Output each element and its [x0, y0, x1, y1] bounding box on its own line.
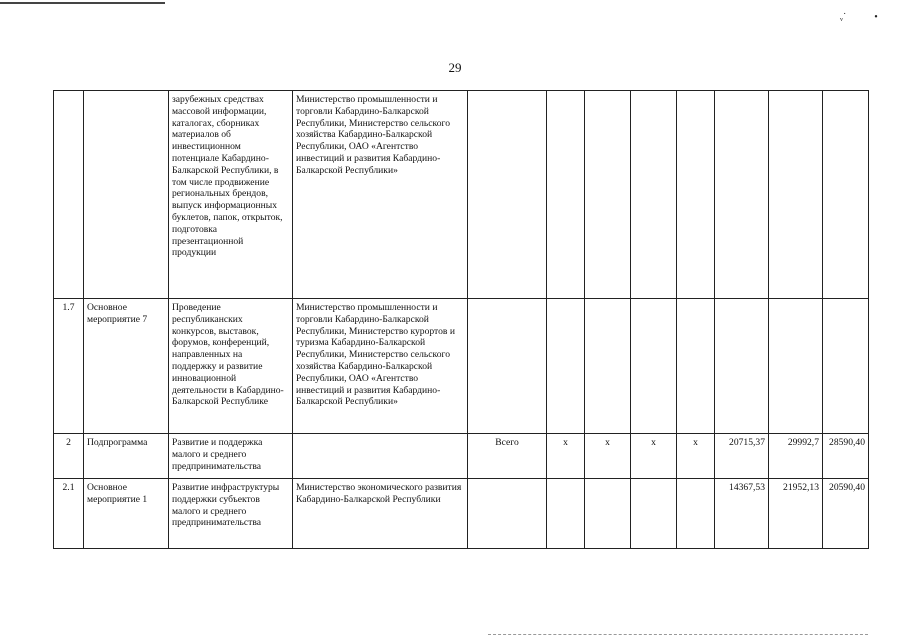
row-value-2: 29992,7	[769, 434, 823, 479]
row-description: зарубежных средствах массовой информации, каталогах, сборниках материалов об инвестиционном потенциале Кабардино-Балкарской Республики, в том числе продвижение региональных брендов, выпуск информационных буклетов, папок, открыток, подготовка презентационной продукции	[169, 91, 293, 299]
row-code-2	[585, 91, 631, 299]
row-value-1	[715, 299, 769, 434]
row-title: Подпрограмма	[84, 434, 169, 479]
scan-marks: ᵥ˙ •	[840, 12, 878, 23]
row-title: Основное мероприятие 1	[84, 479, 169, 549]
scan-edge-line	[488, 634, 868, 635]
row-source: Всего	[468, 434, 547, 479]
table-row	[54, 91, 869, 299]
row-description: Развитие инфраструктуры поддержки субъектов малого и среднего предпринимательства	[169, 479, 293, 549]
row-code-2: х	[585, 434, 631, 479]
row-value-2: 21952,13	[769, 479, 823, 549]
table-row	[54, 434, 869, 479]
row-executor: Министерство промышленности и торговли Кабардино-Балкарской Республики, Министерство курортов и туризма Кабардино-Балкарской Республики, Министерство сельского хозяйства Кабардино-Балкарской Республики, ОАО «Агентство инвестиций и развития Кабардино-Балкарской Республики»	[293, 299, 468, 434]
scan-edge-line	[0, 2, 165, 4]
row-code-3	[631, 299, 677, 434]
row-value-1: 20715,37	[715, 434, 769, 479]
row-code-2	[585, 299, 631, 434]
row-value-1: 14367,53	[715, 479, 769, 549]
row-code-2	[585, 479, 631, 549]
page-number: 29	[448, 60, 462, 75]
row-value-3	[823, 91, 869, 299]
row-executor: Министерство экономического развития Кабардино-Балкарской Республики	[293, 479, 468, 549]
row-value-3: 28590,40	[823, 434, 869, 479]
row-code-4: х	[677, 434, 715, 479]
row-number: 1.7	[54, 299, 84, 434]
table-row	[54, 479, 869, 549]
row-code-4	[677, 479, 715, 549]
row-value-1	[715, 91, 769, 299]
row-title: Основное мероприятие 7	[84, 299, 169, 434]
row-value-2	[769, 91, 823, 299]
row-value-3: 20590,40	[823, 479, 869, 549]
row-description: Развитие и поддержка малого и среднего предпринимательства	[169, 434, 293, 479]
row-title	[84, 91, 169, 299]
row-code-1	[547, 479, 585, 549]
row-code-4	[677, 299, 715, 434]
row-executor	[293, 434, 468, 479]
row-code-4	[677, 91, 715, 299]
row-code-3	[631, 479, 677, 549]
row-value-2	[769, 299, 823, 434]
row-source	[468, 479, 547, 549]
row-code-1	[547, 91, 585, 299]
row-source	[468, 91, 547, 299]
program-table	[53, 90, 869, 549]
row-code-1: х	[547, 434, 585, 479]
row-description: Проведение республиканских конкурсов, выставок, форумов, конференций, направленных на поддержку и развитие инновационной деятельности в Кабардино-Балкарской Республике	[169, 299, 293, 434]
row-source	[468, 299, 547, 434]
row-number: 2	[54, 434, 84, 479]
row-number	[54, 91, 84, 299]
row-code-1	[547, 299, 585, 434]
row-number: 2.1	[54, 479, 84, 549]
row-executor: Министерство промышленности и торговли Кабардино-Балкарской Республики, Министерство сельского хозяйства Кабардино-Балкарской Республики, ОАО «Агентство инвестиций и развития Кабардино-Балкарской Республики»	[293, 91, 468, 299]
row-value-3	[823, 299, 869, 434]
row-code-3: х	[631, 434, 677, 479]
table-row	[54, 299, 869, 434]
row-code-3	[631, 91, 677, 299]
